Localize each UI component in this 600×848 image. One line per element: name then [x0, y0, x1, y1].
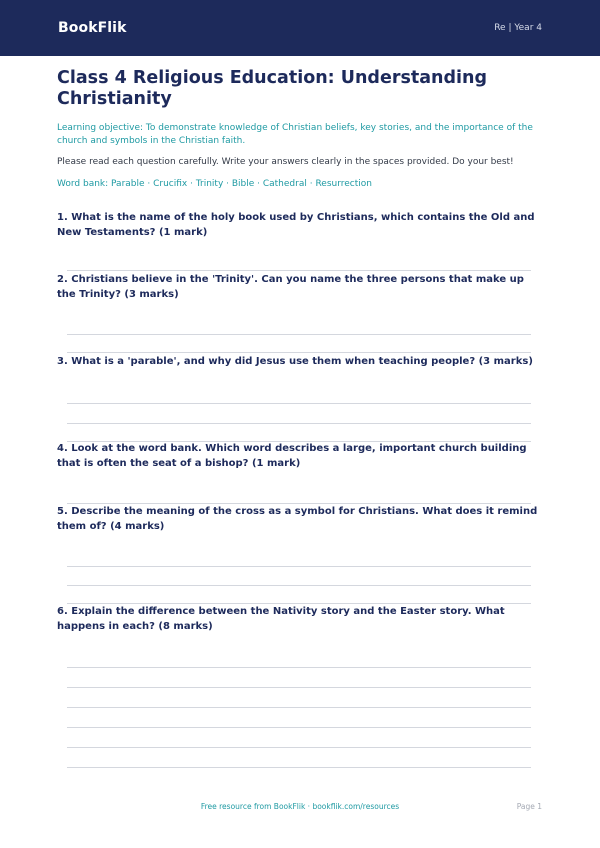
- question-5: 5. Describe the meaning of the cross as a symbol for Christians. What does it remind them of? (4 marks): [57, 506, 538, 532]
- learning-objective: Learning objective: To demonstrate knowledge of Christian beliefs, key stories, and the importance of the church and symbols in the Christian faith.: [57, 123, 533, 146]
- question-6: 6. Explain the difference between the Nativity story and the Easter story. What happens in each? (8 marks): [57, 606, 505, 632]
- answer-line[interactable]: [67, 352, 531, 353]
- answer-line[interactable]: [67, 707, 531, 708]
- page-header: [0, 0, 600, 56]
- answer-line[interactable]: [67, 270, 531, 271]
- question-3: 3. What is a 'parable', and why did Jesus use them when teaching people? (3 marks): [57, 356, 533, 367]
- answer-line[interactable]: [67, 667, 531, 668]
- answer-line[interactable]: [67, 566, 531, 567]
- question-1: 1. What is the name of the holy book used by Christians, which contains the Old and New Testaments? (1 mark): [57, 212, 535, 238]
- word-bank: Word bank: Parable · Crucifix · Trinity · Bible · Cathedral · Resurrection: [57, 179, 372, 189]
- subject-year-label: Re | Year 4: [494, 23, 542, 33]
- answer-line[interactable]: [67, 727, 531, 728]
- question-2: 2. Christians believe in the 'Trinity'. Can you name the three persons that make up the Trinity? (3 marks): [57, 274, 524, 300]
- answer-line[interactable]: [67, 687, 531, 688]
- answer-line[interactable]: [67, 747, 531, 748]
- brand-logo: BookFlik: [58, 20, 127, 36]
- answer-line[interactable]: [67, 403, 531, 404]
- footer-credit: Free resource from BookFlik · bookflik.com/resources: [200, 802, 400, 811]
- answer-line[interactable]: [67, 585, 531, 586]
- page-title: Class 4 Religious Education: Understanding Christianity: [57, 68, 488, 109]
- answer-line[interactable]: [67, 423, 531, 424]
- question-4: 4. Look at the word bank. Which word describes a large, important church building that is often the seat of a bishop? (1 mark): [57, 443, 527, 469]
- page-number: Page 1: [516, 802, 542, 811]
- answer-line[interactable]: [67, 334, 531, 335]
- answer-line[interactable]: [67, 767, 531, 768]
- instructions: Please read each question carefully. Write your answers clearly in the spaces provided. Do your best!: [57, 157, 514, 167]
